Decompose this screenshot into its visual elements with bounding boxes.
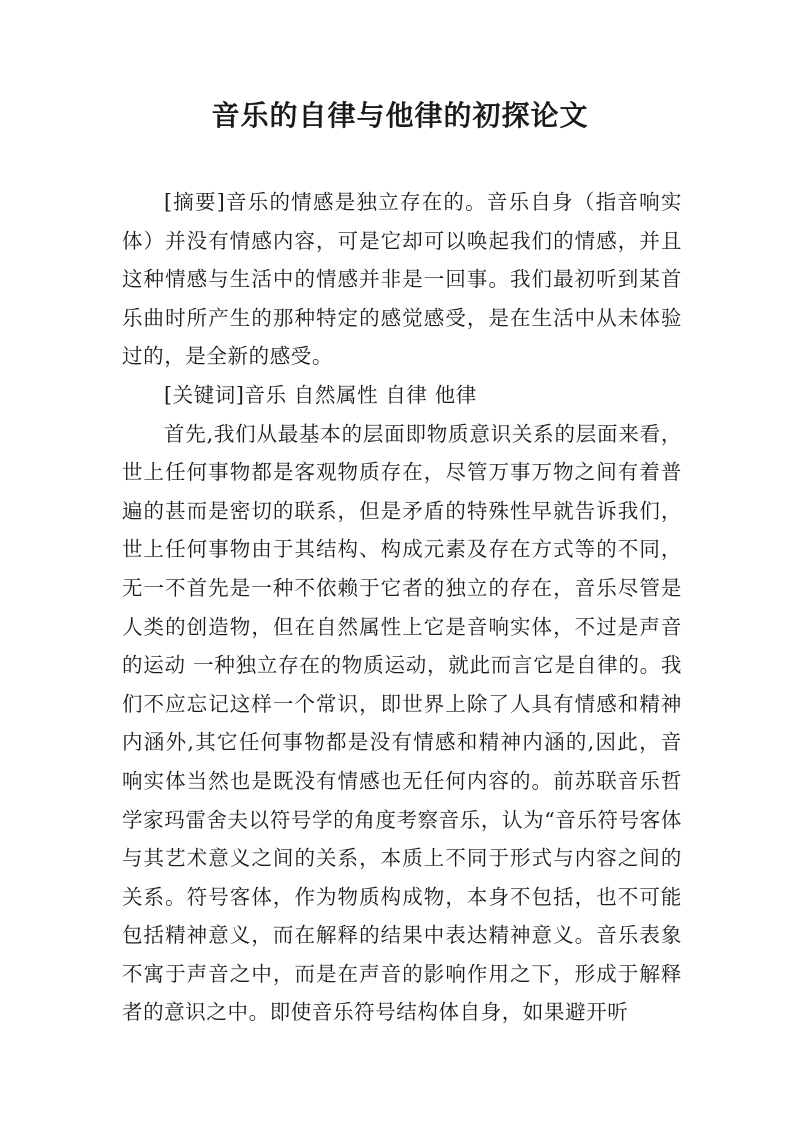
abstract-paragraph: [摘要]音乐的情感是独立存在的。音乐自身（指音响实体）并没有情感内容，可是它却可以唤起我们的情感，并且这种情感与生活中的情感并非是一回事。我们最初听到某首乐曲时所产生的那种特定的感觉感受，是在生活中从未体验过的，是全新的感受。 (122, 190, 682, 369)
keywords-paragraph: [关键词]音乐 自然属性 自律 他律 (164, 382, 477, 407)
body-paragraph: 首先,我们从最基本的层面即物质意识关系的层面来看，世上任何事物都是客观物质存在，尽管万事万物之间有着普遍的甚而是密切的联系，但是矛盾的特殊性早就告诉我们，世上任何事物由于其结构、构成元素及存在方式等的不同，无一不首先是一种不依赖于它者的独立的存在，音乐尽管是人类的创造物，但在自然属性上它是音响实体，不过是声音的运动 一种独立存在的物质运动，就此而言它是自律的。我们不应忘记这样一个常识，即世界上除了人具有情感和精神内涵外,其它任何事物都是没有情感和精神内涵的,因此，音响实体当然也是既没有情感也无任何内容的。前苏联音乐哲学家玛雷舍夫以符号学的角度考察音乐，认为“音乐符号客体与其艺术意义之间的关系，本质上不同于形式与内容之间的关系。符号客体，作为物质构成物，本身不包括，也不可能包括精神意义，而在解释的结果中表达精神意义。音乐表象不寓于声音之中，而是在声音的影响作用之下，形成于解释者的意识之中。即使音乐符号结构体自身，如果避开听 (122, 421, 682, 1025)
document-title: 音乐的自律与他律的初探论文 (211, 99, 589, 132)
document-body (122, 183, 682, 1032)
